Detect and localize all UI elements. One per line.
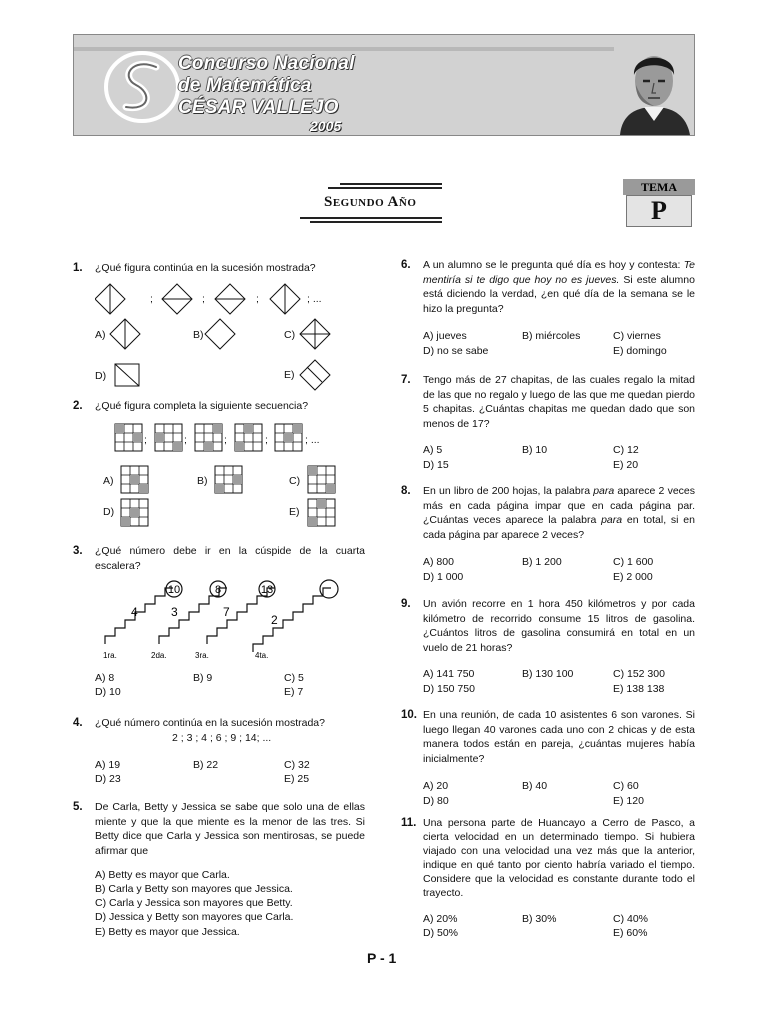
q7-option-d[interactable]: D) 15 (423, 459, 449, 471)
question-text: En una reunión, de cada 10 asistentes 6 son varones. Si luego llegan 40 varones cada uno con 2 chicas y de esta manera todos están en pareja, ¿cuántas mujeres había inicialmente? (423, 709, 695, 765)
tema-letter: P (626, 195, 692, 227)
question-number: 9. (401, 598, 411, 610)
tema-badge (623, 179, 695, 229)
q6-text-c: Si este alumno está diciendo la verdad, ¿en qué día de la semana se le hizo la pregunta? (423, 273, 695, 315)
q6-option-d[interactable]: D) no se sabe (423, 345, 489, 357)
q2-option-a-grid (121, 466, 148, 493)
circle-label-1: 10 (167, 584, 181, 596)
q9-option-e[interactable]: E) 138 138 (613, 683, 665, 695)
q2-sep-3: ; (224, 434, 227, 446)
question-text (423, 258, 695, 316)
staircase-4 (253, 588, 331, 652)
q5-option-d[interactable]: D) Jessica y Betty son mayores que Carla. (95, 911, 294, 923)
question-text: Tengo más de 27 chapitas, de las cuales regalo la mitad de las que no regalo y luego de las que me quedan pierdo 5 chapitas. ¿Cuántas chapitas me quedan dado que son menos de 17? (423, 374, 695, 430)
circle-label-2: 8 (214, 584, 222, 596)
q3-option-b[interactable]: B) 9 (193, 672, 213, 684)
title-rule-bottom-2 (310, 221, 442, 223)
question-number: 3. (73, 545, 83, 557)
q5-option-c[interactable]: C) Carla y Jessica son mayores que Betty. (95, 897, 293, 909)
q6-option-e[interactable]: E) domingo (613, 345, 667, 357)
q1-option-c-shape (300, 319, 330, 349)
q1-option-d[interactable]: D) (95, 370, 107, 382)
q1-option-a[interactable]: A) (95, 329, 106, 341)
question-number: 1. (73, 262, 83, 274)
q4-option-c[interactable]: C) 32 (284, 759, 310, 771)
step-label-1: 4 (131, 605, 138, 619)
q1-figures (95, 280, 365, 400)
question-text: ¿Qué figura continúa en la sucesión mostrada? (95, 262, 316, 274)
q2-option-e[interactable]: E) (289, 506, 300, 518)
q4-option-b[interactable]: B) 22 (193, 759, 219, 771)
s-swirl-logo-icon (102, 47, 182, 127)
q1-seq-shape-1 (95, 284, 125, 314)
q7-option-e[interactable]: E) 20 (613, 459, 639, 471)
q8-option-d[interactable]: D) 1 000 (423, 571, 464, 583)
q1-sep-1: ; (150, 293, 153, 305)
q7-option-a[interactable]: A) 5 (423, 444, 443, 456)
q2-sep-1: ; (144, 434, 147, 446)
question-text (423, 484, 695, 542)
q1-seq-shape-3 (215, 284, 245, 314)
q2-seq-grid-4 (235, 424, 262, 451)
q2-option-b[interactable]: B) (197, 475, 208, 487)
q10-option-d[interactable]: D) 80 (423, 795, 449, 807)
q3-option-e[interactable]: E) 7 (284, 686, 304, 698)
q8-option-b[interactable]: B) 1 200 (522, 556, 562, 568)
q5-option-e[interactable]: E) Betty es mayor que Jessica. (95, 926, 240, 938)
question-number: 8. (401, 485, 411, 497)
question-text: De Carla, Betty y Jessica se sabe que solo una de ellas miente y que la que miente es la menor de las tres. Si Betty dice que Carla y Jessica son mentirosas, se puede afirmar que (95, 801, 365, 857)
q2-seq-grid-1 (115, 424, 142, 451)
q6-option-a[interactable]: A) jueves (423, 330, 467, 342)
q1-sep-2: ; (202, 293, 205, 305)
q11-option-e[interactable]: E) 60% (613, 927, 648, 939)
banner-line-2: de Matemática (178, 75, 312, 96)
q2-option-e-grid (308, 499, 335, 526)
q1-sep-3: ; (256, 293, 259, 305)
q4-option-d[interactable]: D) 23 (95, 773, 121, 785)
q3-option-a[interactable]: A) 8 (95, 672, 115, 684)
question-number: 5. (73, 801, 83, 813)
page-title: Segundo Año (324, 194, 417, 210)
q1-seq-shape-2 (162, 284, 192, 314)
q1-sep-4: ; ... (307, 293, 322, 305)
q2-sep-4: ; (265, 434, 268, 446)
q8-option-e[interactable]: E) 2 000 (613, 571, 653, 583)
page-number: P - 1 (367, 950, 397, 966)
q9-option-a[interactable]: A) 141 750 (423, 668, 475, 680)
q1-option-b[interactable]: B) (193, 329, 204, 341)
q2-option-a[interactable]: A) (103, 475, 114, 487)
question-text: Un avión recorre en 1 hora 450 kilómetros y por cada kilómetro de recorrido consume 15 litros de gasolina. ¿Cuántos litros de gasolina consumirá en total en un vuelo de 21 horas? (423, 598, 695, 654)
q2-sep-5: ; ... (305, 434, 320, 446)
q6-option-b[interactable]: B) miércoles (522, 330, 581, 342)
question-number: 4. (73, 717, 83, 729)
question-number: 11. (401, 817, 417, 829)
q1-option-c[interactable]: C) (284, 329, 296, 341)
header-banner (73, 34, 695, 136)
question-text: ¿Qué figura completa la siguiente secuencia? (95, 400, 309, 412)
question-number: 7. (401, 374, 411, 386)
q7-option-b[interactable]: B) 10 (522, 444, 548, 456)
q9-option-b[interactable]: B) 130 100 (522, 668, 574, 680)
question-text: ¿Qué número continúa en la sucesión mostrada? (95, 717, 325, 729)
q1-option-d-shape (115, 364, 139, 386)
q1-option-b-shape (205, 319, 235, 349)
q6-quote: Te mentiría si te digo que hoy no es jueves. (423, 259, 695, 286)
q2-seq-grid-5 (275, 424, 302, 451)
q6-text-a: A un alumno se le pregunta qué día es hoy y contesta: (423, 259, 681, 271)
q10-option-e[interactable]: E) 120 (613, 795, 644, 807)
q11-option-c[interactable]: C) 40% (613, 913, 649, 925)
q8-text-c: en total, si en cada página par aparece 2 veces? (423, 514, 695, 541)
question-text: ¿Qué número debe ir en la cúspide de la cuarta escalera? (95, 545, 365, 572)
q3-option-c[interactable]: C) 5 (284, 672, 304, 684)
q8-text-a: En un libro de 200 hojas, la palabra (423, 485, 591, 497)
q5-option-b[interactable]: B) Carla y Betty son mayores que Jessica. (95, 883, 293, 895)
q2-option-c-grid (308, 466, 335, 493)
step-label-4: 2 (271, 613, 278, 627)
step-label-2: 3 (171, 605, 178, 619)
q4-option-a[interactable]: A) 19 (95, 759, 121, 771)
tema-label: TEMA (623, 179, 695, 195)
q2-option-d[interactable]: D) (103, 506, 115, 518)
banner-line-1: Concurso Nacional (178, 53, 355, 74)
q2-seq-grid-3 (195, 424, 222, 451)
question-number: 2. (73, 400, 83, 412)
q2-option-b-grid (215, 466, 242, 493)
question-number: 10. (401, 709, 417, 721)
q8-text-b: aparece 2 veces más en cada página impar que en cada página par. ¿Cuántas veces aparece la palabra (423, 485, 695, 526)
q10-option-b[interactable]: B) 40 (522, 780, 548, 792)
q11-option-a[interactable]: A) 20% (423, 913, 458, 925)
q1-option-a-shape (110, 319, 140, 349)
q11-option-d[interactable]: D) 50% (423, 927, 459, 939)
stair-name-3: 3ra. (195, 651, 209, 660)
q4-sequence: 2 ; 3 ; 4 ; 6 ; 9 ; 14; ... (172, 732, 272, 744)
q2-seq-grid-2 (155, 424, 182, 451)
step-label-3: 7 (223, 605, 230, 619)
banner-year: 2005 (310, 118, 342, 134)
q1-option-e[interactable]: E) (284, 369, 295, 381)
q2-option-d-grid (121, 499, 148, 526)
q3-staircases (95, 578, 365, 662)
q10-option-c[interactable]: C) 60 (613, 780, 639, 792)
q3-option-d[interactable]: D) 10 (95, 686, 121, 698)
title-rule-top-2 (328, 187, 442, 189)
q10-option-a[interactable]: A) 20 (423, 780, 449, 792)
question-text: Una persona parte de Huancayo a Cerro de Pasco, a cierta velocidad en un determinado tiempo. Si hubiera viajado con una velocidad una vez más que la anterior, indique en qué tanto por ciento habría variado el tiempo. Considere que la velocidad es constante durante todo el trayecto. (423, 817, 695, 899)
banner-line-3: CÉSAR VALLEJO (178, 97, 339, 118)
q2-grid-figures (95, 420, 365, 530)
q2-option-c[interactable]: C) (289, 475, 301, 487)
q2-sep-2: ; (184, 434, 187, 446)
q1-option-e-shape (300, 360, 330, 390)
q9-option-c[interactable]: C) 152 300 (613, 668, 665, 680)
q8-option-a[interactable]: A) 800 (423, 556, 454, 568)
q9-option-d[interactable]: D) 150 750 (423, 683, 475, 695)
q8-word-2: para (601, 514, 623, 526)
cesar-vallejo-portrait (614, 41, 694, 135)
q5-option-a[interactable]: A) Betty es mayor que Carla. (95, 869, 230, 881)
circle-label-3: 13 (260, 584, 274, 596)
q6-option-c[interactable]: C) viernes (613, 330, 661, 342)
q8-word-1: para (593, 485, 615, 497)
q4-option-e[interactable]: E) 25 (284, 773, 310, 785)
stair-name-1: 1ra. (103, 651, 117, 660)
question-number: 6. (401, 259, 411, 271)
q1-seq-shape-4 (270, 284, 300, 314)
q11-option-b[interactable]: B) 30% (522, 913, 557, 925)
section-title (300, 183, 442, 223)
title-rule-top-1 (340, 183, 442, 185)
q8-option-c[interactable]: C) 1 600 (613, 556, 654, 568)
stair-name-4: 4ta. (255, 651, 269, 660)
q7-option-c[interactable]: C) 12 (613, 444, 639, 456)
title-rule-bottom-1 (300, 217, 442, 219)
stair-name-2: 2da. (151, 651, 167, 660)
